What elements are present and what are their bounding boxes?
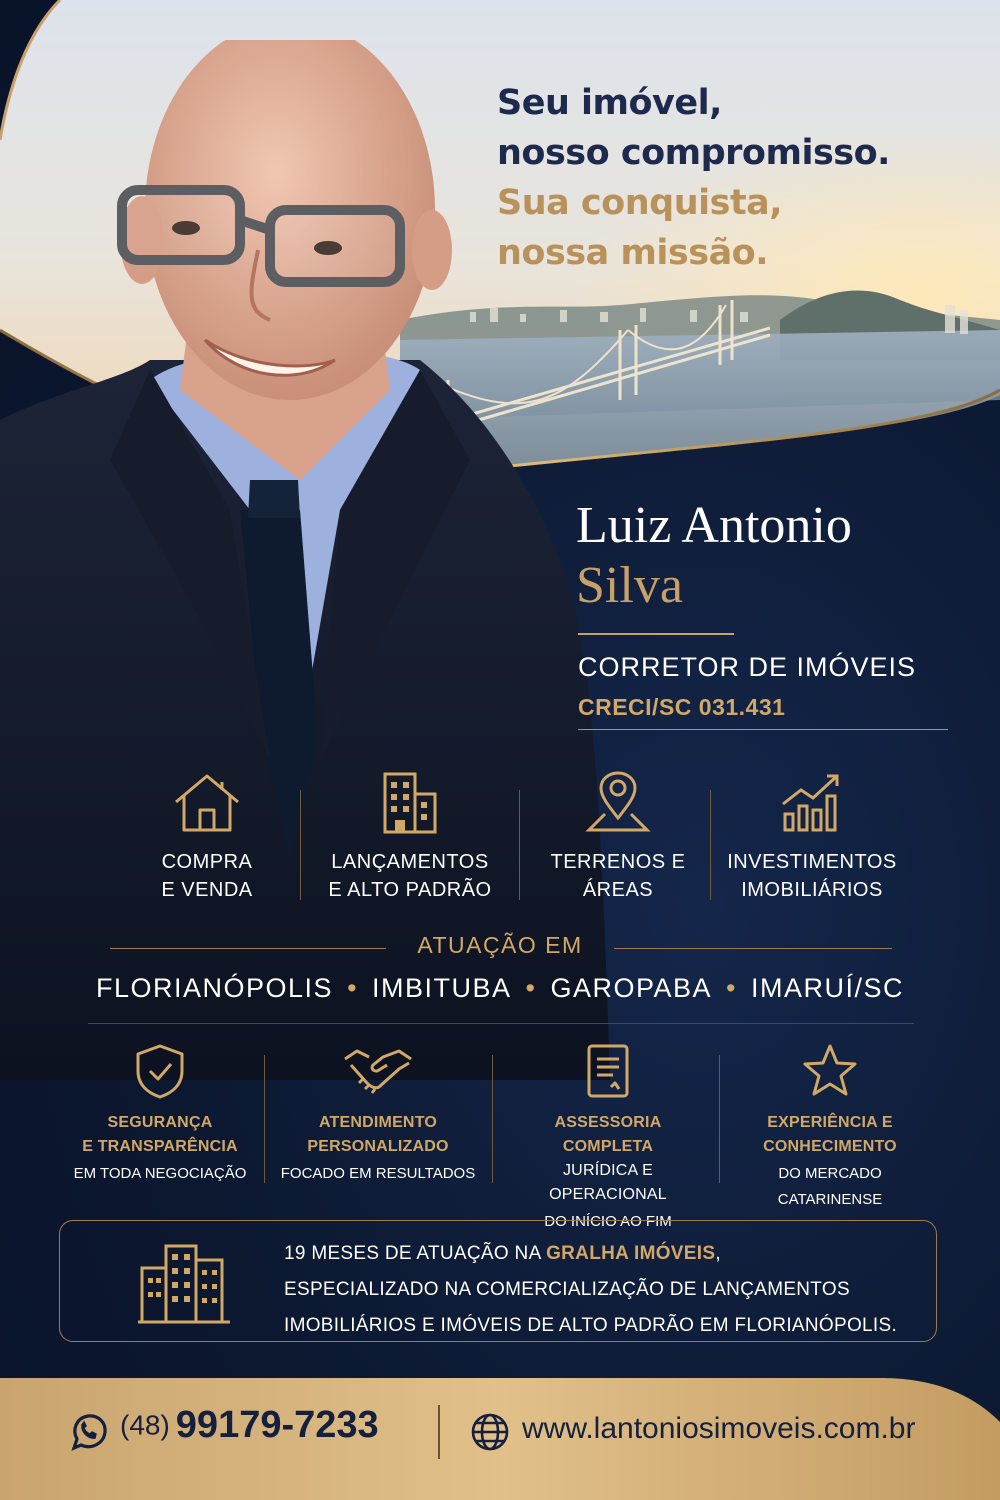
feature-title-1: SEGURANÇA xyxy=(107,1114,213,1131)
feature-title-2: CONHECIMENTO xyxy=(763,1138,897,1155)
feature-desc: DO MERCADO CATARINENSE xyxy=(777,1165,883,1208)
separator xyxy=(710,790,711,900)
separator xyxy=(519,790,520,900)
feature-seguranca xyxy=(62,1043,258,1187)
info-line-2: ESPECIALIZADO NA COMERCIALIZAÇÃO DE LANÇAMENTOS xyxy=(284,1279,850,1300)
headline-line-4: nossa missão. xyxy=(497,233,769,273)
agent-role: CORRETOR DE IMÓVEIS xyxy=(578,652,917,682)
city-buildings-icon xyxy=(136,1238,232,1324)
service-label-2: IMOBILIÁRIOS xyxy=(741,879,883,901)
city-imarui: IMARUÍ/SC xyxy=(750,973,904,1003)
service-compra-venda xyxy=(130,770,284,904)
growth-chart-icon xyxy=(779,770,845,834)
headline-line-1: Seu imóvel, xyxy=(497,83,722,123)
city-separator: • xyxy=(525,973,537,1003)
service-lancamentos xyxy=(318,770,502,904)
star-icon xyxy=(801,1043,859,1099)
website-link[interactable]: www.lantoniosimoveis.com.br xyxy=(522,1412,916,1445)
agent-first-name: Luiz Antonio xyxy=(576,497,852,554)
service-label-2: ÁREAS xyxy=(582,879,654,901)
feature-desc: EM TODA NEGOCIAÇÃO xyxy=(73,1165,247,1182)
feature-experiencia xyxy=(728,1043,932,1213)
info-line-1-suffix: , xyxy=(715,1243,721,1264)
feature-title-2: PERSONALIZADO xyxy=(307,1138,449,1155)
service-label-2: E VENDA xyxy=(161,879,253,901)
handshake-icon xyxy=(343,1043,413,1099)
feature-title-1: ATENDIMENTO xyxy=(318,1114,438,1131)
divider-short xyxy=(578,633,734,635)
agent-last-name: Silva xyxy=(576,557,683,614)
separator xyxy=(264,1055,265,1183)
info-line-3: IMOBILIÁRIOS E IMÓVEIS DE ALTO PADRÃO EM FLORIANÓPOLIS. xyxy=(284,1315,898,1336)
service-terrenos xyxy=(538,770,698,904)
headline-line-2: nosso compromisso. xyxy=(497,133,890,173)
city-imbituba: IMBITUBA xyxy=(372,973,512,1003)
separator xyxy=(719,1055,720,1183)
service-label-1: TERRENOS E xyxy=(550,851,686,873)
feature-desc: FOCADO EM RESULTADOS xyxy=(280,1165,476,1182)
city-florianopolis: FLORIANÓPOLIS xyxy=(96,973,334,1003)
house-icon xyxy=(172,770,242,834)
building-icon xyxy=(379,770,441,834)
headline xyxy=(497,78,890,278)
feature-desc: DO INÍCIO AO FIM xyxy=(544,1213,672,1230)
info-line-1-prefix: 19 MESES DE ATUAÇÃO NA xyxy=(284,1243,547,1264)
city-separator: • xyxy=(726,973,737,1003)
headline-line-3: Sua conquista, xyxy=(497,183,783,223)
agent-creci: CRECI/SC 031.431 xyxy=(578,694,786,720)
atuacao-title: ATUAÇÃO EM xyxy=(417,932,583,958)
footer-separator xyxy=(438,1405,440,1459)
feature-title-2: JURÍDICA E OPERACIONAL xyxy=(549,1162,667,1203)
info-text xyxy=(284,1236,897,1344)
feature-title-1: ASSESSORIA COMPLETA xyxy=(554,1114,662,1155)
feature-assessoria xyxy=(508,1043,708,1235)
feature-atendimento xyxy=(280,1043,476,1187)
service-label-1: INVESTIMENTOS xyxy=(727,851,897,873)
whatsapp-icon[interactable] xyxy=(66,1410,110,1454)
info-company-name: GRALHA IMÓVEIS xyxy=(546,1243,716,1264)
globe-icon xyxy=(470,1412,510,1452)
location-pin-icon xyxy=(585,770,651,834)
phone-area-code: (48) xyxy=(120,1409,170,1441)
atuacao-cities xyxy=(0,973,1000,1004)
phone-digits: 99179-7233 xyxy=(175,1404,379,1446)
service-label-1: COMPRA xyxy=(161,851,253,873)
phone-number[interactable] xyxy=(120,1404,379,1447)
agent-name xyxy=(576,496,852,616)
atuacao-divider xyxy=(88,1023,914,1024)
separator xyxy=(300,790,301,900)
feature-title-2: E TRANSPARÊNCIA xyxy=(82,1138,238,1155)
feature-title-1: EXPERIÊNCIA E xyxy=(767,1114,893,1131)
service-label-2: E ALTO PADRÃO xyxy=(328,879,492,901)
divider-long xyxy=(578,729,948,730)
service-label-1: LANÇAMENTOS xyxy=(331,851,489,873)
city-separator: • xyxy=(347,973,359,1003)
shield-check-icon xyxy=(134,1043,186,1099)
separator xyxy=(492,1055,493,1183)
city-garopaba: GAROPABA xyxy=(550,973,713,1003)
document-icon xyxy=(585,1043,631,1099)
service-investimentos xyxy=(726,770,898,904)
